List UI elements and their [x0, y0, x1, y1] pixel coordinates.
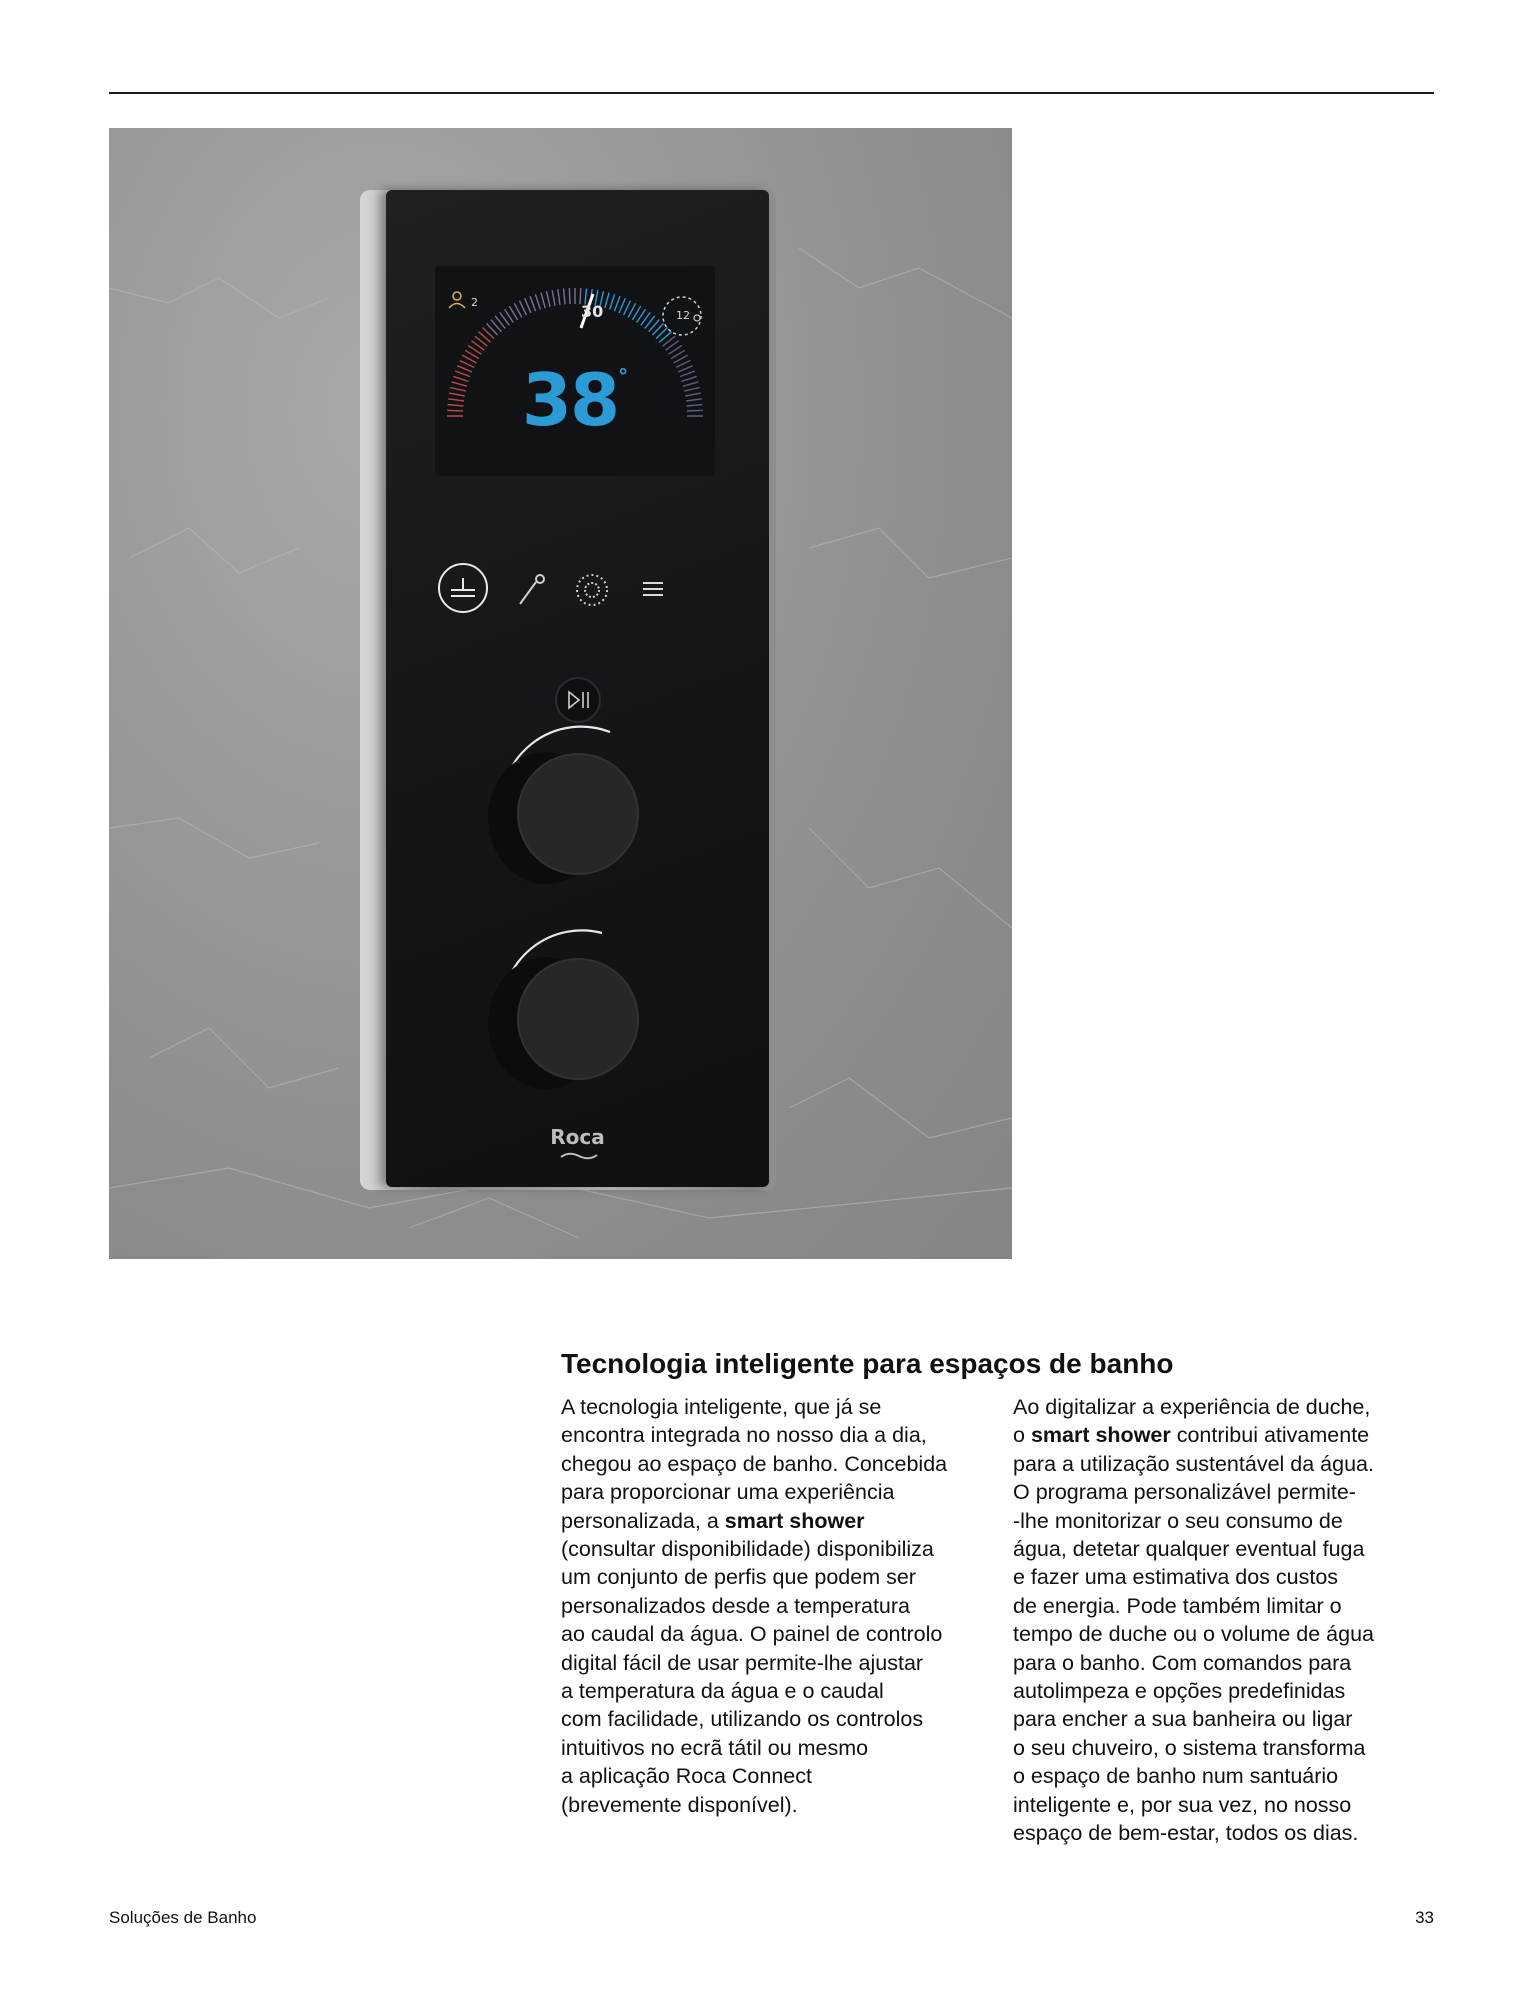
body-line — [1013, 1620, 1453, 1648]
degree-symbol: ° — [618, 364, 629, 388]
line-text: personalizados desde a temperatura — [561, 1593, 910, 1618]
body-line — [1013, 1819, 1453, 1847]
rain-shower-icon[interactable] — [570, 568, 614, 612]
line-text: intuitivos no ecrã tátil ou mesmo — [561, 1735, 869, 1760]
body-line — [1013, 1507, 1453, 1535]
emphasis-text: smart shower — [1030, 1423, 1171, 1448]
body-line — [561, 1421, 1001, 1449]
body-line — [561, 1563, 1001, 1591]
body-line — [1013, 1421, 1453, 1449]
body-line — [561, 1649, 1001, 1677]
brand-logo: Roca — [550, 1125, 605, 1149]
body-line — [561, 1791, 1001, 1819]
line-text: para o banho. Com comandos para — [1013, 1650, 1352, 1675]
temperature-knob[interactable] — [486, 710, 686, 910]
line-text: -lhe monitorizar o seu consumo de — [1013, 1508, 1343, 1533]
body-line — [561, 1705, 1001, 1733]
line-text: para a utilização sustentável da água. — [1013, 1451, 1374, 1476]
body-line — [1013, 1592, 1453, 1620]
body-line — [561, 1592, 1001, 1620]
arc-tick — [552, 290, 555, 306]
article-heading: Tecnologia inteligente para espaços de banho — [561, 1348, 1174, 1379]
body-line — [1013, 1649, 1453, 1677]
line-text: de energia. Pode também limitar o — [1013, 1593, 1342, 1618]
body-line — [561, 1393, 1001, 1421]
body-line — [561, 1450, 1001, 1478]
logo-wave — [559, 1151, 599, 1161]
line-text: (consultar disponibilidade) disponibiliza — [561, 1537, 934, 1562]
scale-mark: 30 — [581, 302, 604, 321]
arc-tick — [541, 293, 545, 308]
temperature-readout[interactable] — [435, 358, 715, 442]
line-text: digital fácil de usar permite-lhe ajustar — [561, 1650, 924, 1675]
product-photo — [109, 128, 1012, 1259]
arc-tick — [520, 301, 527, 315]
body-column-left — [561, 1393, 1001, 1819]
line-text: para proporcionar uma experiência — [561, 1480, 895, 1505]
arc-tick — [530, 296, 536, 311]
body-line — [561, 1677, 1001, 1705]
temperature-value: 38 — [521, 358, 619, 442]
menu-icon[interactable] — [638, 574, 668, 604]
arc-tick — [614, 296, 620, 311]
body-line — [561, 1762, 1001, 1790]
line-text: o — [1013, 1423, 1031, 1448]
line-text: o espaço de banho num santuário — [1013, 1764, 1339, 1789]
arc-tick — [564, 289, 566, 305]
body-line — [561, 1620, 1001, 1648]
user-count: 2 — [471, 296, 478, 309]
body-line — [561, 1478, 1001, 1506]
body-line — [1013, 1705, 1453, 1733]
display-screen — [435, 266, 715, 476]
timer-value: 12 — [676, 309, 690, 322]
line-text: (brevemente disponível). — [561, 1792, 798, 1817]
body-line — [1013, 1535, 1453, 1563]
line-text: Ao digitalizar a experiência de duche, — [1013, 1395, 1371, 1419]
line-text: O programa personalizável permite- — [1013, 1480, 1356, 1505]
line-text: um conjunto de perfis que podem ser — [561, 1565, 916, 1590]
line-text: para encher a sua banheira ou ligar — [1013, 1707, 1353, 1732]
arc-tick — [525, 298, 531, 313]
body-line — [561, 1507, 1001, 1535]
body-line — [561, 1734, 1001, 1762]
footer-section-title: Soluções de Banho — [109, 1908, 257, 1927]
arc-tick — [605, 293, 609, 308]
arc-tick — [619, 298, 625, 313]
body-line — [1013, 1734, 1453, 1762]
body-column-right — [1013, 1393, 1453, 1848]
line-text: ao caudal da água. O painel de controlo — [561, 1622, 943, 1647]
line-text: tempo de duche ou o volume de água — [1013, 1622, 1374, 1647]
line-text: contribui ativamente — [1170, 1423, 1370, 1448]
body-line — [1013, 1450, 1453, 1478]
emphasis-text: smart shower — [724, 1508, 865, 1533]
arc-tick — [610, 294, 615, 309]
arc-tick — [624, 301, 631, 315]
line-text: a aplicação Roca Connect — [561, 1764, 812, 1789]
arc-tick — [558, 289, 560, 305]
line-text: autolimpeza e opções predefinidas — [1013, 1679, 1346, 1704]
line-text: chegou ao espaço de banho. Concebida — [561, 1451, 948, 1476]
arc-tick — [569, 288, 570, 304]
arc-tick — [547, 291, 551, 307]
line-text: encontra integrada no nosso dia a dia, — [561, 1423, 927, 1448]
line-text: A tecnologia inteligente, que já se — [561, 1395, 882, 1419]
hand-shower-icon[interactable] — [512, 570, 552, 610]
bath-filler-icon[interactable] — [435, 560, 491, 616]
body-line — [1013, 1677, 1453, 1705]
line-text: com facilidade, utilizando os controlos — [561, 1707, 924, 1732]
line-text: personalizada, a — [561, 1508, 725, 1533]
shower-control-panel — [386, 190, 769, 1187]
body-line — [1013, 1478, 1453, 1506]
line-text: água, detetar qualquer eventual fuga — [1013, 1537, 1365, 1562]
flow-knob[interactable] — [486, 915, 686, 1115]
line-text: o seu chuveiro, o sistema transforma — [1013, 1735, 1366, 1760]
page-number: 33 — [1415, 1908, 1434, 1927]
body-line — [1013, 1393, 1453, 1421]
line-text: espaço de bem-estar, todos os dias. — [1013, 1821, 1359, 1846]
arc-tick — [535, 294, 540, 309]
body-line — [1013, 1791, 1453, 1819]
body-line — [1013, 1563, 1453, 1591]
line-text: e fazer uma estimativa dos custos — [1013, 1565, 1339, 1590]
body-line — [1013, 1762, 1453, 1790]
line-text: a temperatura da água e o caudal — [561, 1679, 884, 1704]
body-line — [561, 1535, 1001, 1563]
top-rule — [109, 92, 1434, 94]
line-text: inteligente e, por sua vez, no nosso — [1013, 1792, 1352, 1817]
